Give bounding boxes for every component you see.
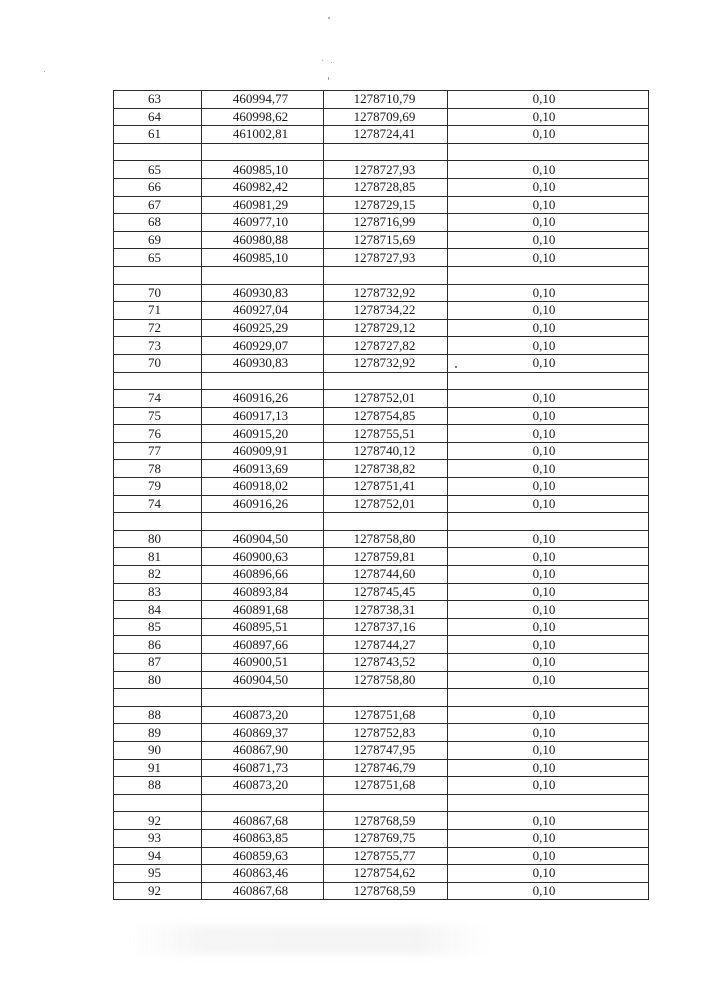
accuracy-cell: 0,10 bbox=[448, 882, 649, 900]
table-row bbox=[114, 425, 649, 443]
scan-speck bbox=[44, 71, 45, 72]
y-coordinate-cell: 1278752,01 bbox=[324, 495, 448, 513]
table-row bbox=[114, 442, 649, 460]
y-coordinate-cell: 1278769,75 bbox=[324, 829, 448, 847]
point-number-cell: 65 bbox=[114, 161, 202, 179]
point-number-cell: 66 bbox=[114, 178, 202, 196]
group-separator-row bbox=[114, 689, 649, 707]
y-coordinate-cell: 1278727,93 bbox=[324, 249, 448, 267]
empty-cell bbox=[202, 266, 324, 284]
table-row bbox=[114, 495, 649, 513]
y-coordinate-cell: 1278747,95 bbox=[324, 741, 448, 759]
table-row bbox=[114, 478, 649, 496]
x-coordinate-cell: 460913,69 bbox=[202, 460, 324, 478]
accuracy-cell: 0,10 bbox=[448, 530, 649, 548]
accuracy-cell: 0,10 bbox=[448, 601, 649, 619]
empty-cell bbox=[448, 794, 649, 812]
table-row bbox=[114, 390, 649, 408]
x-coordinate-cell: 460859,63 bbox=[202, 847, 324, 865]
x-coordinate-cell: 460982,42 bbox=[202, 178, 324, 196]
y-coordinate-cell: 1278768,59 bbox=[324, 882, 448, 900]
accuracy-cell: 0,10 bbox=[448, 390, 649, 408]
y-coordinate-cell: 1278715,69 bbox=[324, 231, 448, 249]
empty-cell bbox=[202, 689, 324, 707]
accuracy-cell: 0,10 bbox=[448, 741, 649, 759]
accuracy-cell: 0,10 bbox=[448, 636, 649, 654]
accuracy-cell: 0,10 bbox=[448, 865, 649, 883]
point-number-cell: 87 bbox=[114, 654, 202, 672]
y-coordinate-cell: 1278743,52 bbox=[324, 654, 448, 672]
table-row bbox=[114, 214, 649, 232]
table-row bbox=[114, 706, 649, 724]
y-coordinate-cell: 1278751,41 bbox=[324, 478, 448, 496]
point-number-cell: 71 bbox=[114, 302, 202, 320]
point-number-cell: 85 bbox=[114, 618, 202, 636]
x-coordinate-cell: 460930,83 bbox=[202, 354, 324, 372]
x-coordinate-cell: 460930,83 bbox=[202, 284, 324, 302]
point-number-cell: 63 bbox=[114, 91, 202, 109]
point-number-cell: 70 bbox=[114, 284, 202, 302]
table-row bbox=[114, 284, 649, 302]
empty-cell bbox=[324, 372, 448, 390]
table-row bbox=[114, 337, 649, 355]
y-coordinate-cell: 1278732,92 bbox=[324, 284, 448, 302]
table-row bbox=[114, 618, 649, 636]
table-row bbox=[114, 812, 649, 830]
x-coordinate-cell: 460863,46 bbox=[202, 865, 324, 883]
coordinates-table bbox=[113, 90, 649, 900]
point-number-cell: 61 bbox=[114, 126, 202, 144]
accuracy-cell: 0,10 bbox=[448, 161, 649, 179]
x-coordinate-cell: 460897,66 bbox=[202, 636, 324, 654]
x-coordinate-cell: 460925,29 bbox=[202, 319, 324, 337]
table-row bbox=[114, 601, 649, 619]
point-number-cell: 88 bbox=[114, 706, 202, 724]
table-row bbox=[114, 741, 649, 759]
accuracy-cell: 0,10 bbox=[448, 337, 649, 355]
table-row bbox=[114, 865, 649, 883]
accuracy-cell: 0,10 bbox=[448, 618, 649, 636]
y-coordinate-cell: 1278732,92 bbox=[324, 354, 448, 372]
point-number-cell: 65 bbox=[114, 249, 202, 267]
point-number-cell: 74 bbox=[114, 495, 202, 513]
table-row bbox=[114, 724, 649, 742]
point-number-cell: 86 bbox=[114, 636, 202, 654]
y-coordinate-cell: 1278734,22 bbox=[324, 302, 448, 320]
y-coordinate-cell: 1278738,82 bbox=[324, 460, 448, 478]
table-row bbox=[114, 108, 649, 126]
accuracy-cell: 0,10 bbox=[448, 777, 649, 795]
x-coordinate-cell: 460917,13 bbox=[202, 407, 324, 425]
table-row bbox=[114, 583, 649, 601]
table-row bbox=[114, 654, 649, 672]
x-coordinate-cell: 461002,81 bbox=[202, 126, 324, 144]
point-number-cell: 81 bbox=[114, 548, 202, 566]
scan-bleed-through bbox=[130, 925, 490, 955]
scan-speck bbox=[328, 17, 330, 19]
table-row bbox=[114, 161, 649, 179]
empty-cell bbox=[114, 689, 202, 707]
x-coordinate-cell: 460916,26 bbox=[202, 495, 324, 513]
group-separator-row bbox=[114, 143, 649, 161]
accuracy-cell: 0,10 bbox=[448, 583, 649, 601]
empty-cell bbox=[114, 794, 202, 812]
y-coordinate-cell: 1278727,93 bbox=[324, 161, 448, 179]
accuracy-cell: 0,10 bbox=[448, 231, 649, 249]
x-coordinate-cell: 460904,50 bbox=[202, 671, 324, 689]
point-number-cell: 79 bbox=[114, 478, 202, 496]
empty-cell bbox=[324, 513, 448, 531]
y-coordinate-cell: 1278754,85 bbox=[324, 407, 448, 425]
point-number-cell: 78 bbox=[114, 460, 202, 478]
accuracy-cell: 0,10 bbox=[448, 284, 649, 302]
accuracy-cell: 0,10 bbox=[448, 495, 649, 513]
group-separator-row bbox=[114, 794, 649, 812]
accuracy-cell: 0,10 bbox=[448, 425, 649, 443]
table-row bbox=[114, 196, 649, 214]
y-coordinate-cell: 1278755,77 bbox=[324, 847, 448, 865]
scan-speck bbox=[322, 60, 323, 61]
accuracy-cell: 0,10 bbox=[448, 319, 649, 337]
y-coordinate-cell: 1278744,60 bbox=[324, 566, 448, 584]
accuracy-cell: 0,10 bbox=[448, 354, 649, 372]
table-row bbox=[114, 530, 649, 548]
y-coordinate-cell: 1278727,82 bbox=[324, 337, 448, 355]
x-coordinate-cell: 460900,63 bbox=[202, 548, 324, 566]
x-coordinate-cell: 460873,20 bbox=[202, 706, 324, 724]
x-coordinate-cell: 460863,85 bbox=[202, 829, 324, 847]
empty-cell bbox=[324, 689, 448, 707]
accuracy-cell: 0,10 bbox=[448, 829, 649, 847]
x-coordinate-cell: 460998,62 bbox=[202, 108, 324, 126]
accuracy-cell: 0,10 bbox=[448, 654, 649, 672]
empty-cell bbox=[448, 689, 649, 707]
x-coordinate-cell: 460896,66 bbox=[202, 566, 324, 584]
accuracy-cell: 0,10 bbox=[448, 442, 649, 460]
point-number-cell: 95 bbox=[114, 865, 202, 883]
y-coordinate-cell: 1278740,12 bbox=[324, 442, 448, 460]
table-row bbox=[114, 847, 649, 865]
point-number-cell: 94 bbox=[114, 847, 202, 865]
x-coordinate-cell: 460915,20 bbox=[202, 425, 324, 443]
accuracy-cell: 0,10 bbox=[448, 706, 649, 724]
accuracy-cell: 0,10 bbox=[448, 478, 649, 496]
point-number-cell: 84 bbox=[114, 601, 202, 619]
point-number-cell: 76 bbox=[114, 425, 202, 443]
table-row bbox=[114, 126, 649, 144]
y-coordinate-cell: 1278758,80 bbox=[324, 530, 448, 548]
x-coordinate-cell: 460867,90 bbox=[202, 741, 324, 759]
table-row bbox=[114, 319, 649, 337]
empty-cell bbox=[448, 143, 649, 161]
point-number-cell: 72 bbox=[114, 319, 202, 337]
y-coordinate-cell: 1278754,62 bbox=[324, 865, 448, 883]
table-row bbox=[114, 566, 649, 584]
table-row bbox=[114, 460, 649, 478]
x-coordinate-cell: 460869,37 bbox=[202, 724, 324, 742]
x-coordinate-cell: 460980,88 bbox=[202, 231, 324, 249]
y-coordinate-cell: 1278746,79 bbox=[324, 759, 448, 777]
point-number-cell: 92 bbox=[114, 812, 202, 830]
x-coordinate-cell: 460981,29 bbox=[202, 196, 324, 214]
y-coordinate-cell: 1278755,51 bbox=[324, 425, 448, 443]
y-coordinate-cell: 1278716,99 bbox=[324, 214, 448, 232]
point-number-cell: 67 bbox=[114, 196, 202, 214]
x-coordinate-cell: 460977,10 bbox=[202, 214, 324, 232]
y-coordinate-cell: 1278745,45 bbox=[324, 583, 448, 601]
x-coordinate-cell: 460871,73 bbox=[202, 759, 324, 777]
y-coordinate-cell: 1278751,68 bbox=[324, 777, 448, 795]
table-row bbox=[114, 759, 649, 777]
y-coordinate-cell: 1278729,15 bbox=[324, 196, 448, 214]
point-number-cell: 92 bbox=[114, 882, 202, 900]
x-coordinate-cell: 460916,26 bbox=[202, 390, 324, 408]
group-separator-row bbox=[114, 513, 649, 531]
empty-cell bbox=[448, 266, 649, 284]
empty-cell bbox=[114, 143, 202, 161]
point-number-cell: 80 bbox=[114, 671, 202, 689]
accuracy-cell: 0,10 bbox=[448, 407, 649, 425]
empty-cell bbox=[202, 794, 324, 812]
y-coordinate-cell: 1278752,83 bbox=[324, 724, 448, 742]
point-number-cell: 75 bbox=[114, 407, 202, 425]
accuracy-cell: 0,10 bbox=[448, 548, 649, 566]
x-coordinate-cell: 460867,68 bbox=[202, 882, 324, 900]
empty-cell bbox=[202, 372, 324, 390]
point-number-cell: 80 bbox=[114, 530, 202, 548]
accuracy-cell: 0,10 bbox=[448, 566, 649, 584]
table-row bbox=[114, 777, 649, 795]
empty-cell bbox=[448, 372, 649, 390]
accuracy-cell: 0,10 bbox=[448, 759, 649, 777]
accuracy-cell: 0,10 bbox=[448, 671, 649, 689]
group-separator-row bbox=[114, 266, 649, 284]
table-row bbox=[114, 636, 649, 654]
x-coordinate-cell: 460895,51 bbox=[202, 618, 324, 636]
point-number-cell: 82 bbox=[114, 566, 202, 584]
empty-cell bbox=[202, 513, 324, 531]
point-number-cell: 89 bbox=[114, 724, 202, 742]
x-coordinate-cell: 460927,04 bbox=[202, 302, 324, 320]
empty-cell bbox=[324, 794, 448, 812]
table-row bbox=[114, 354, 649, 372]
table-row bbox=[114, 829, 649, 847]
x-coordinate-cell: 460918,02 bbox=[202, 478, 324, 496]
point-number-cell: 77 bbox=[114, 442, 202, 460]
y-coordinate-cell: 1278752,01 bbox=[324, 390, 448, 408]
empty-cell bbox=[202, 143, 324, 161]
table-row bbox=[114, 671, 649, 689]
y-coordinate-cell: 1278729,12 bbox=[324, 319, 448, 337]
empty-cell bbox=[448, 513, 649, 531]
y-coordinate-cell: 1278759,81 bbox=[324, 548, 448, 566]
group-separator-row bbox=[114, 372, 649, 390]
table-row bbox=[114, 302, 649, 320]
x-coordinate-cell: 460893,84 bbox=[202, 583, 324, 601]
point-number-cell: 93 bbox=[114, 829, 202, 847]
point-number-cell: 73 bbox=[114, 337, 202, 355]
y-coordinate-cell: 1278744,27 bbox=[324, 636, 448, 654]
point-number-cell: 74 bbox=[114, 390, 202, 408]
point-number-cell: 70 bbox=[114, 354, 202, 372]
y-coordinate-cell: 1278758,80 bbox=[324, 671, 448, 689]
accuracy-cell: 0,10 bbox=[448, 460, 649, 478]
y-coordinate-cell: 1278768,59 bbox=[324, 812, 448, 830]
point-number-cell: 68 bbox=[114, 214, 202, 232]
accuracy-cell: 0,10 bbox=[448, 196, 649, 214]
accuracy-cell: 0,10 bbox=[448, 847, 649, 865]
table-row bbox=[114, 231, 649, 249]
point-number-cell: 91 bbox=[114, 759, 202, 777]
table-row bbox=[114, 91, 649, 109]
scan-speck bbox=[331, 62, 332, 63]
accuracy-cell: 0,10 bbox=[448, 126, 649, 144]
table-row bbox=[114, 249, 649, 267]
x-coordinate-cell: 460873,20 bbox=[202, 777, 324, 795]
accuracy-cell: 0,10 bbox=[448, 108, 649, 126]
x-coordinate-cell: 460900,51 bbox=[202, 654, 324, 672]
table-row bbox=[114, 548, 649, 566]
accuracy-cell: 0,10 bbox=[448, 249, 649, 267]
accuracy-cell: 0,10 bbox=[448, 302, 649, 320]
empty-cell bbox=[114, 372, 202, 390]
accuracy-cell: 0,10 bbox=[448, 91, 649, 109]
table-row bbox=[114, 407, 649, 425]
table-row bbox=[114, 178, 649, 196]
point-number-cell: 64 bbox=[114, 108, 202, 126]
empty-cell bbox=[114, 513, 202, 531]
accuracy-cell: 0,10 bbox=[448, 214, 649, 232]
accuracy-cell: 0,10 bbox=[448, 178, 649, 196]
y-coordinate-cell: 1278724,41 bbox=[324, 126, 448, 144]
x-coordinate-cell: 460867,68 bbox=[202, 812, 324, 830]
coordinates-table-body bbox=[114, 91, 649, 900]
x-coordinate-cell: 460985,10 bbox=[202, 249, 324, 267]
y-coordinate-cell: 1278737,16 bbox=[324, 618, 448, 636]
x-coordinate-cell: 460994,77 bbox=[202, 91, 324, 109]
y-coordinate-cell: 1278738,31 bbox=[324, 601, 448, 619]
empty-cell bbox=[114, 266, 202, 284]
point-number-cell: 88 bbox=[114, 777, 202, 795]
x-coordinate-cell: 460929,07 bbox=[202, 337, 324, 355]
y-coordinate-cell: 1278728,85 bbox=[324, 178, 448, 196]
x-coordinate-cell: 460985,10 bbox=[202, 161, 324, 179]
point-number-cell: 83 bbox=[114, 583, 202, 601]
point-number-cell: 90 bbox=[114, 741, 202, 759]
accuracy-cell: 0,10 bbox=[448, 812, 649, 830]
x-coordinate-cell: 460909,91 bbox=[202, 442, 324, 460]
y-coordinate-cell: 1278709,69 bbox=[324, 108, 448, 126]
empty-cell bbox=[324, 266, 448, 284]
x-coordinate-cell: 460904,50 bbox=[202, 530, 324, 548]
table-row bbox=[114, 882, 649, 900]
y-coordinate-cell: 1278710,79 bbox=[324, 91, 448, 109]
scan-speck bbox=[328, 77, 329, 80]
accuracy-cell: 0,10 bbox=[448, 724, 649, 742]
y-coordinate-cell: 1278751,68 bbox=[324, 706, 448, 724]
x-coordinate-cell: 460891,68 bbox=[202, 601, 324, 619]
empty-cell bbox=[324, 143, 448, 161]
point-number-cell: 69 bbox=[114, 231, 202, 249]
